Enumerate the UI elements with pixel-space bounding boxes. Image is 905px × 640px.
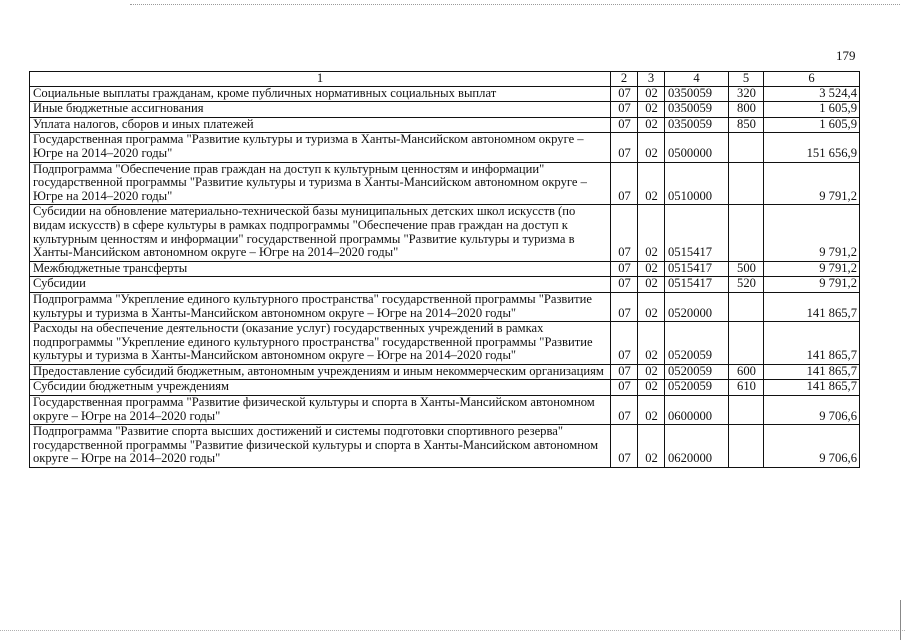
target-article-cell: 0520059 — [665, 322, 729, 365]
amount-cell: 1 605,9 — [764, 117, 860, 133]
expense-type-cell: 800 — [729, 102, 764, 118]
target-article-cell: 0520059 — [665, 380, 729, 396]
section-code-cell: 07 — [611, 396, 638, 425]
amount-cell: 9 791,2 — [764, 261, 860, 277]
expense-type-cell: 320 — [729, 86, 764, 102]
section-code-cell: 07 — [611, 322, 638, 365]
table-row — [30, 86, 860, 102]
item-name-cell: Иные бюджетные ассигнования — [30, 102, 611, 118]
amount-cell: 9 706,6 — [764, 425, 860, 468]
section-code-cell: 07 — [611, 261, 638, 277]
amount-cell: 141 865,7 — [764, 292, 860, 321]
target-article-cell: 0500000 — [665, 133, 729, 162]
target-article-cell: 0520000 — [665, 292, 729, 321]
subsection-code-cell: 02 — [638, 261, 665, 277]
target-article-cell: 0620000 — [665, 425, 729, 468]
expense-type-cell — [729, 322, 764, 365]
budget-table-body — [30, 72, 860, 468]
item-name-cell: Уплата налогов, сборов и иных платежей — [30, 117, 611, 133]
item-name-cell: Социальные выплаты гражданам, кроме публичных нормативных социальных выплат — [30, 86, 611, 102]
subsection-code-cell: 02 — [638, 277, 665, 293]
page-number: 179 — [836, 48, 856, 63]
target-article-cell: 0515417 — [665, 277, 729, 293]
amount-cell: 141 865,7 — [764, 364, 860, 380]
subsection-code-cell: 02 — [638, 322, 665, 365]
item-name-cell: Предоставление субсидий бюджетным, автономным учреждениям и иным некоммерческим организациям — [30, 364, 611, 380]
table-row — [30, 380, 860, 396]
target-article-cell: 0510000 — [665, 162, 729, 205]
section-code-cell: 07 — [611, 102, 638, 118]
column-number-cell: 1 — [30, 72, 611, 87]
target-article-cell: 0350059 — [665, 102, 729, 118]
section-code-cell: 07 — [611, 133, 638, 162]
target-article-cell: 0515417 — [665, 205, 729, 261]
amount-cell: 141 865,7 — [764, 380, 860, 396]
subsection-code-cell: 02 — [638, 364, 665, 380]
subsection-code-cell: 02 — [638, 162, 665, 205]
subsection-code-cell: 02 — [638, 380, 665, 396]
item-name-cell: Субсидии на обновление материально-технической базы муниципальных детских школ искусств (по видам искусств) в сфере культуры в рамках подпрограммы "Обеспечение прав граждан на доступ к культурным ценностям и информации" государственной программы "Развитие культуры и туризма в Ханты-Мансийском автономном округе – Югре на 2014–2020 годы" — [30, 205, 611, 261]
item-name-cell: Расходы на обеспечение деятельности (оказание услуг) государственных учреждений в рамках подпрограммы "Укрепление единого культурного пространства" государственной программы "Развитие культуры и туризма в Ханты-Мансийском автономном округе – Югре на 2014–2020 годы" — [30, 322, 611, 365]
item-name-cell: Государственная программа "Развитие культуры и туризма в Ханты-Мансийском автономном округе – Югре на 2014–2020 годы" — [30, 133, 611, 162]
target-article-cell: 0520059 — [665, 364, 729, 380]
expense-type-cell: 610 — [729, 380, 764, 396]
subsection-code-cell: 02 — [638, 102, 665, 118]
expense-type-cell — [729, 292, 764, 321]
item-name-cell: Межбюджетные трансферты — [30, 261, 611, 277]
expense-type-cell: 500 — [729, 261, 764, 277]
column-number-cell: 2 — [611, 72, 638, 87]
section-code-cell: 07 — [611, 277, 638, 293]
expense-type-cell — [729, 205, 764, 261]
target-article-cell: 0600000 — [665, 396, 729, 425]
table-row — [30, 292, 860, 321]
section-code-cell: 07 — [611, 162, 638, 205]
table-row — [30, 205, 860, 261]
section-code-cell: 07 — [611, 86, 638, 102]
expense-type-cell: 520 — [729, 277, 764, 293]
item-name-cell: Субсидии — [30, 277, 611, 293]
section-code-cell: 07 — [611, 205, 638, 261]
scan-artifact-bottom — [0, 630, 905, 631]
scan-artifact-right — [900, 600, 901, 640]
table-row — [30, 425, 860, 468]
subsection-code-cell: 02 — [638, 117, 665, 133]
table-row — [30, 322, 860, 365]
item-name-cell: Подпрограмма "Укрепление единого культурного пространства" государственной программы "Развитие культуры и туризма в Ханты-Мансийском автономном округе – Югре на 2014–2020 годы" — [30, 292, 611, 321]
table-row — [30, 133, 860, 162]
subsection-code-cell: 02 — [638, 133, 665, 162]
section-code-cell: 07 — [611, 364, 638, 380]
item-name-cell: Субсидии бюджетным учреждениям — [30, 380, 611, 396]
table-row — [30, 364, 860, 380]
subsection-code-cell: 02 — [638, 205, 665, 261]
item-name-cell: Подпрограмма "Развитие спорта высших достижений и системы подготовки спортивного резерва" государственной программы "Развитие физической культуры и спорта в Ханты-Мансийском автономном округе – Югре на 2014–2020 годы" — [30, 425, 611, 468]
section-code-cell: 07 — [611, 425, 638, 468]
amount-cell: 1 605,9 — [764, 102, 860, 118]
target-article-cell: 0350059 — [665, 86, 729, 102]
section-code-cell: 07 — [611, 117, 638, 133]
amount-cell: 9 791,2 — [764, 162, 860, 205]
target-article-cell: 0515417 — [665, 261, 729, 277]
amount-cell: 9 791,2 — [764, 205, 860, 261]
subsection-code-cell: 02 — [638, 396, 665, 425]
table-row — [30, 277, 860, 293]
subsection-code-cell: 02 — [638, 292, 665, 321]
table-row — [30, 396, 860, 425]
expense-type-cell — [729, 162, 764, 205]
amount-cell: 9 706,6 — [764, 396, 860, 425]
amount-cell: 151 656,9 — [764, 133, 860, 162]
column-number-cell: 4 — [665, 72, 729, 87]
scan-artifact-top — [130, 4, 900, 5]
column-number-cell: 3 — [638, 72, 665, 87]
expense-type-cell — [729, 133, 764, 162]
amount-cell: 3 524,4 — [764, 86, 860, 102]
expense-type-cell — [729, 396, 764, 425]
amount-cell: 9 791,2 — [764, 277, 860, 293]
column-number-cell: 6 — [764, 72, 860, 87]
column-number-cell: 5 — [729, 72, 764, 87]
table-row — [30, 162, 860, 205]
subsection-code-cell: 02 — [638, 425, 665, 468]
expense-type-cell — [729, 425, 764, 468]
expense-type-cell: 850 — [729, 117, 764, 133]
target-article-cell: 0350059 — [665, 117, 729, 133]
subsection-code-cell: 02 — [638, 86, 665, 102]
section-code-cell: 07 — [611, 292, 638, 321]
item-name-cell: Государственная программа "Развитие физической культуры и спорта в Ханты-Мансийском автономном округе – Югре на 2014–2020 годы" — [30, 396, 611, 425]
table-row — [30, 261, 860, 277]
table-row — [30, 117, 860, 133]
amount-cell: 141 865,7 — [764, 322, 860, 365]
item-name-cell: Подпрограмма "Обеспечение прав граждан на доступ к культурным ценностям и информации" государственной программы "Развитие культуры и туризма в Ханты-Мансийском автономном округе – Югре на 2014–2020 годы" — [30, 162, 611, 205]
table-row — [30, 102, 860, 118]
expense-type-cell: 600 — [729, 364, 764, 380]
budget-table — [29, 71, 860, 468]
column-number-row — [30, 72, 860, 87]
section-code-cell: 07 — [611, 380, 638, 396]
